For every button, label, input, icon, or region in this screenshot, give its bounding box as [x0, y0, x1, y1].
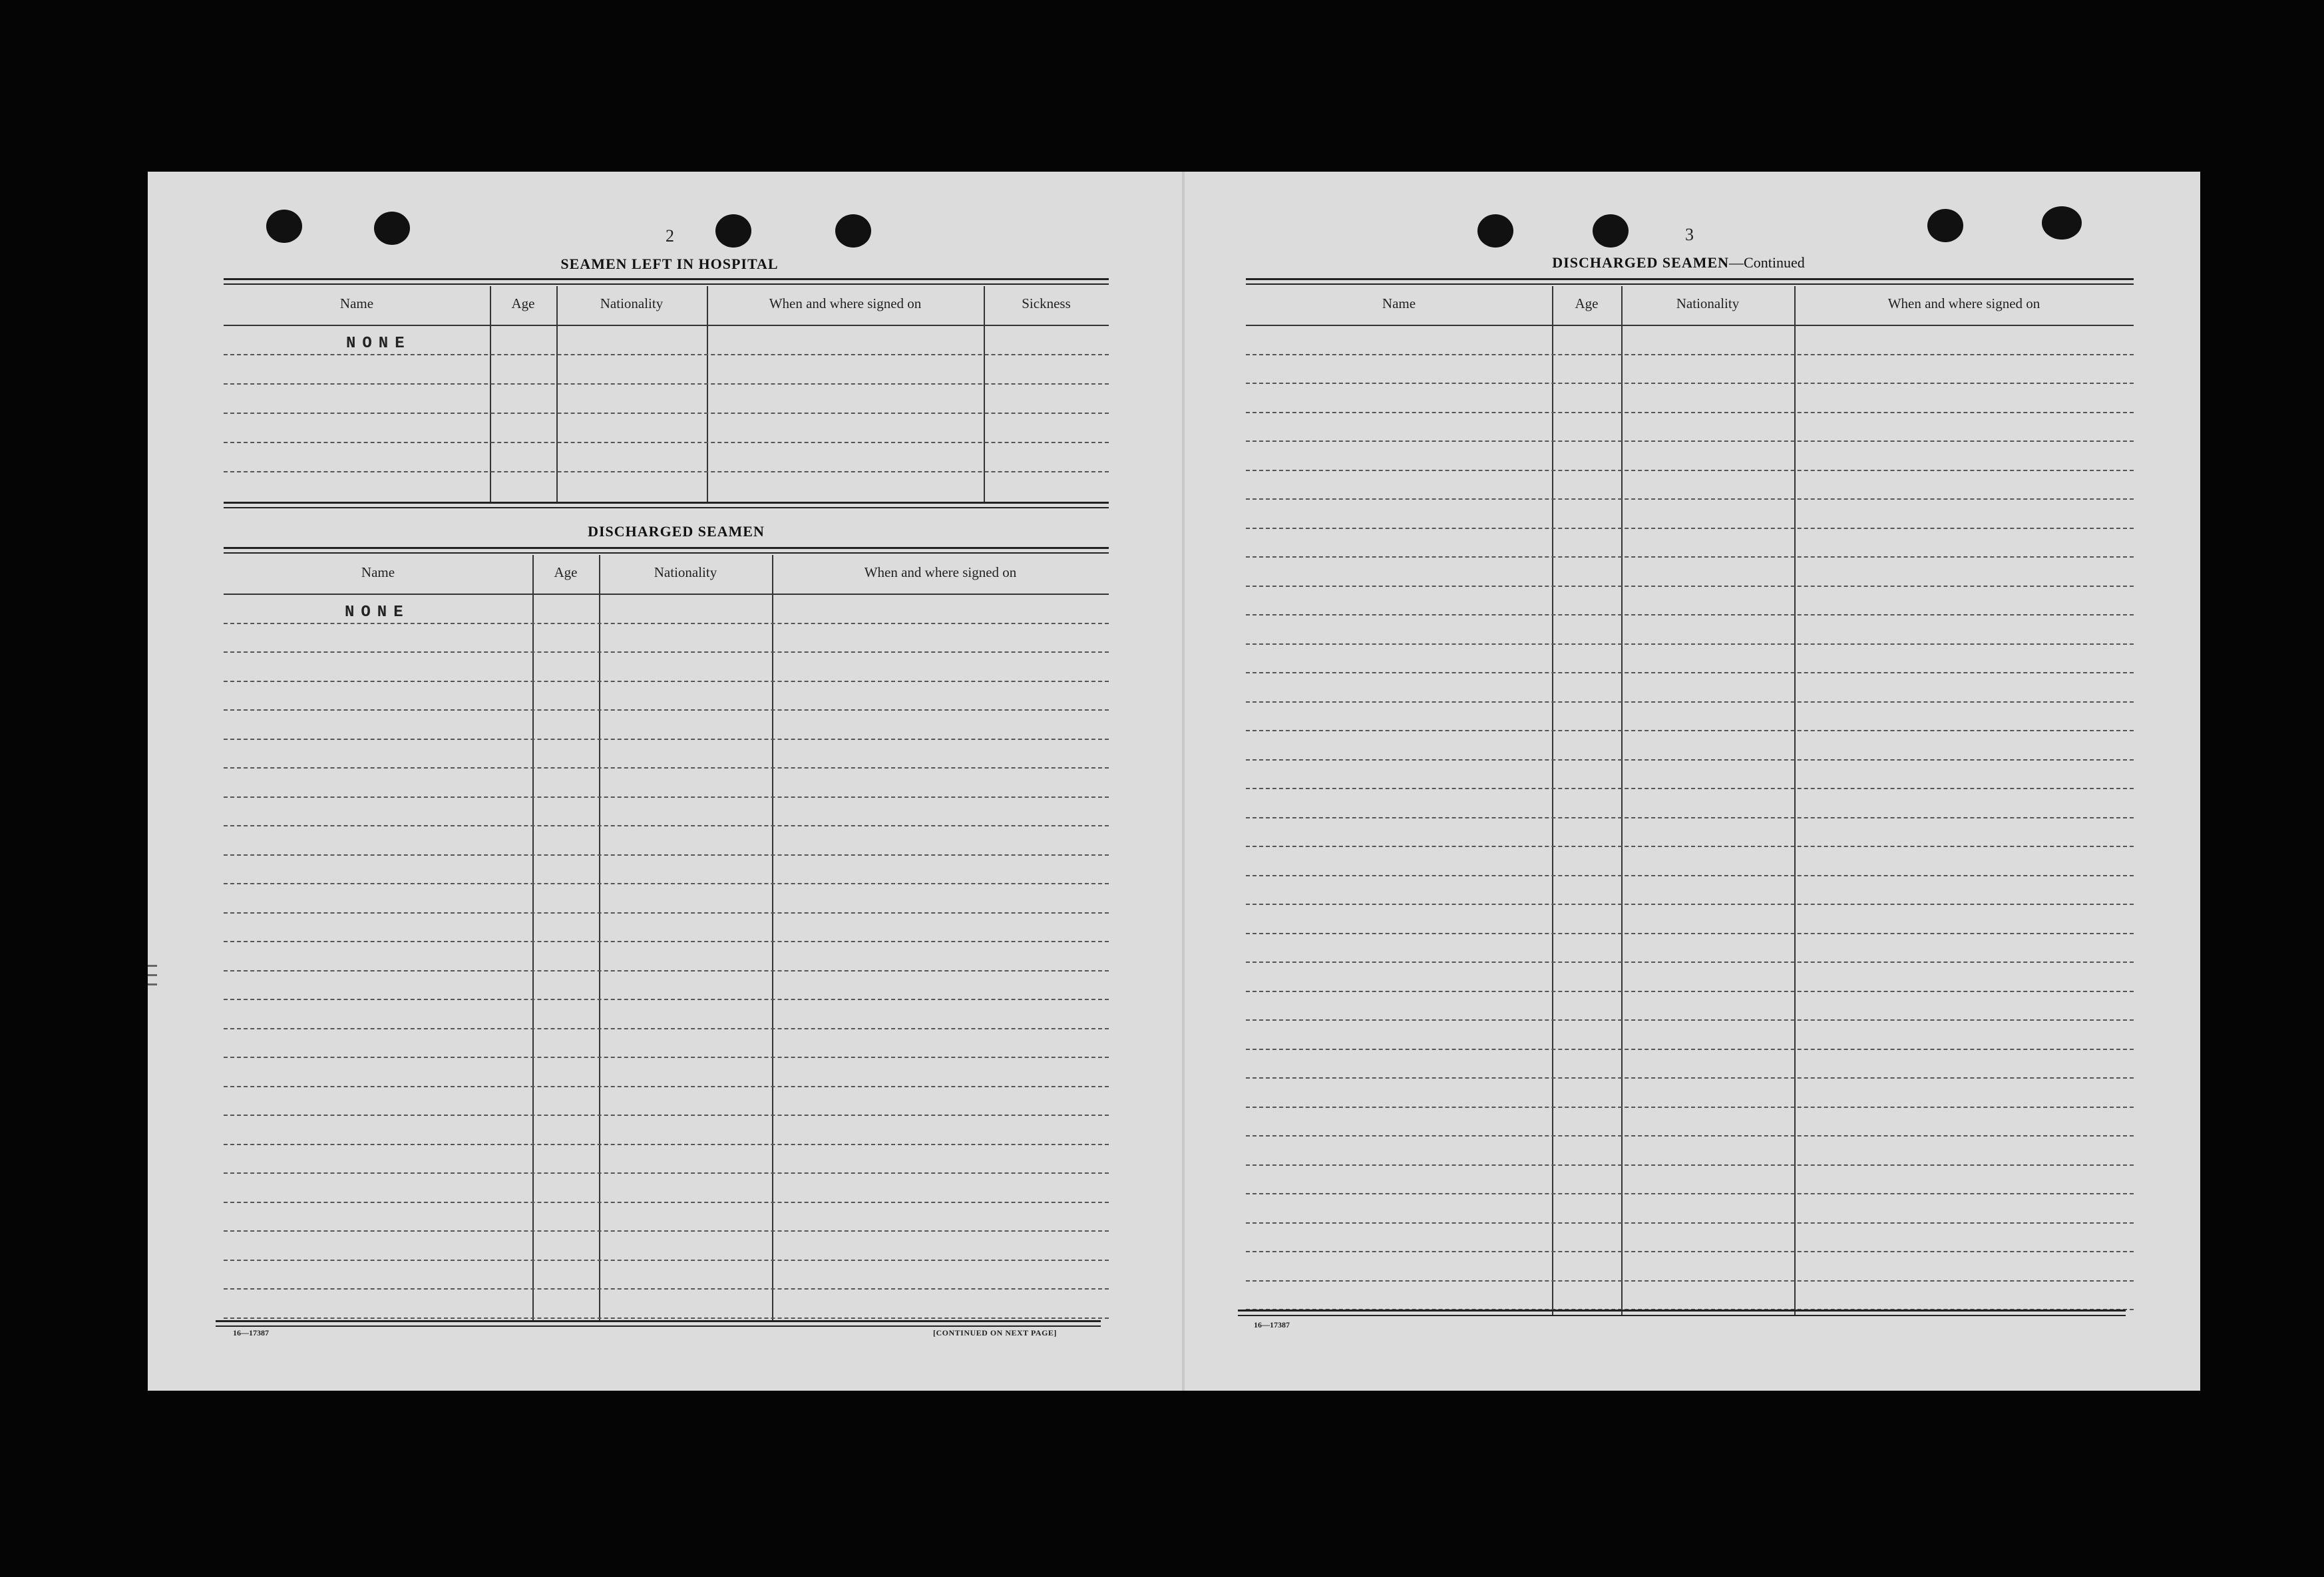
- section-rule: [1238, 1315, 2126, 1316]
- row-rule: [224, 767, 1109, 769]
- header-divider: [224, 594, 1109, 595]
- row-rule: [224, 471, 1109, 472]
- row-rule: [1246, 875, 2134, 876]
- row-rule: [224, 651, 1109, 653]
- margin-mark: [148, 983, 157, 985]
- column-header-signed-on: When and where signed on: [769, 295, 922, 311]
- row-rule: [1246, 1135, 2134, 1137]
- row-rule: [1246, 440, 2134, 442]
- row-rule: [224, 623, 1109, 624]
- row-rule: [1246, 904, 2134, 905]
- section-rule: [224, 547, 1109, 549]
- row-rule: [224, 681, 1109, 682]
- hospital-title-text: SEAMEN LEFT IN HOSPITAL: [560, 256, 779, 272]
- form-code: 16—17387: [1254, 1320, 1290, 1329]
- column-header-signed-on: When and where signed on: [1887, 295, 2040, 311]
- column-header-sickness: Sickness: [1022, 295, 1071, 311]
- column-header-age: Age: [554, 564, 578, 580]
- section-rule: [216, 1325, 1101, 1327]
- row-rule: [1246, 1077, 2134, 1079]
- row-rule: [1246, 933, 2134, 934]
- row-rule: [224, 1086, 1109, 1087]
- section-rule: [224, 502, 1109, 504]
- column-divider: [707, 286, 708, 502]
- row-rule: [224, 1028, 1109, 1029]
- section-rule: [224, 278, 1109, 280]
- row-rule: [1246, 1193, 2134, 1194]
- row-rule: [224, 970, 1109, 971]
- row-rule: [224, 1317, 1109, 1319]
- row-rule: [1246, 846, 2134, 847]
- row-rule: [224, 1230, 1109, 1232]
- row-rule: [224, 1260, 1109, 1261]
- punch-hole: [1477, 214, 1513, 248]
- punch-hole: [1927, 209, 1963, 242]
- row-rule: [224, 1144, 1109, 1145]
- row-rule: [224, 796, 1109, 798]
- row-rule: [224, 883, 1109, 884]
- row-rule: [224, 442, 1109, 443]
- row-rule: [224, 709, 1109, 711]
- row-rule: [224, 1172, 1109, 1174]
- discharged-continued-table: [1246, 286, 2134, 1315]
- row-rule: [1246, 991, 2134, 992]
- row-rule: [1246, 470, 2134, 471]
- page-fold: [1182, 172, 1185, 1391]
- discharged-table: [224, 555, 1109, 1320]
- section-rule: [224, 552, 1109, 554]
- column-header-nationality: Nationality: [1676, 295, 1740, 311]
- row-rule: [1246, 672, 2134, 673]
- punch-hole: [1593, 214, 1629, 248]
- punch-hole: [374, 212, 410, 245]
- column-header-nationality: Nationality: [600, 295, 664, 311]
- row-rule: [1246, 614, 2134, 615]
- column-header-name: Name: [339, 295, 374, 311]
- row-rule: [1246, 730, 2134, 731]
- row-rule: [1246, 788, 2134, 789]
- row-rule: [224, 739, 1109, 740]
- punch-hole: [2042, 206, 2082, 240]
- row-rule: [1246, 556, 2134, 558]
- row-rule: [1246, 498, 2134, 500]
- row-rule: [224, 999, 1109, 1000]
- row-rule: [224, 1115, 1109, 1116]
- row-rule: [224, 383, 1109, 385]
- discharged-entry-none: NONE: [345, 604, 410, 621]
- row-rule: [1246, 1019, 2134, 1021]
- section-title-discharged-continued: [1246, 254, 2111, 271]
- row-rule: [224, 854, 1109, 856]
- punch-hole: [835, 214, 871, 248]
- margin-mark: [148, 974, 157, 976]
- punch-hole: [266, 210, 302, 243]
- row-rule: [224, 413, 1109, 414]
- column-header-nationality: Nationality: [654, 564, 717, 580]
- section-rule: [224, 283, 1109, 285]
- row-rule: [1246, 1164, 2134, 1166]
- row-rule: [1246, 412, 2134, 413]
- column-divider: [772, 555, 773, 1320]
- hospital-table: [224, 286, 1109, 502]
- header-divider: [224, 325, 1109, 326]
- row-rule: [224, 941, 1109, 942]
- form-code: 16—17387: [233, 1328, 269, 1337]
- row-rule: [1246, 528, 2134, 529]
- hospital-entry-none: NONE: [346, 335, 411, 353]
- section-rule: [1238, 1310, 2126, 1312]
- header-divider: [1246, 325, 2134, 326]
- continued-note: [CONTINUED ON NEXT PAGE]: [933, 1328, 1057, 1337]
- section-title-hospital: [224, 256, 1115, 273]
- row-rule: [224, 912, 1109, 914]
- row-rule: [1246, 1251, 2134, 1252]
- row-rule: [1246, 701, 2134, 703]
- margin-mark: [148, 965, 157, 967]
- row-rule: [224, 1288, 1109, 1290]
- row-rule: [1246, 354, 2134, 355]
- row-rule: [1246, 1049, 2134, 1050]
- row-rule: [1246, 586, 2134, 587]
- column-header-age: Age: [1575, 295, 1599, 311]
- row-rule: [224, 1057, 1109, 1058]
- column-header-name: Name: [361, 564, 395, 580]
- section-rule: [1246, 278, 2134, 280]
- row-rule: [224, 1202, 1109, 1203]
- row-rule: [1246, 1222, 2134, 1224]
- section-rule: [216, 1320, 1101, 1322]
- section-rule: [224, 507, 1109, 508]
- row-rule: [1246, 817, 2134, 818]
- column-header-age: Age: [511, 295, 535, 311]
- column-header-name: Name: [1382, 295, 1416, 311]
- row-rule: [1246, 383, 2134, 384]
- column-divider: [599, 555, 600, 1320]
- column-divider: [490, 286, 491, 502]
- continued-suffix: —Continued: [1729, 254, 1805, 271]
- column-header-signed-on: When and where signed on: [864, 564, 1017, 580]
- row-rule: [1246, 1280, 2134, 1282]
- row-rule: [224, 825, 1109, 826]
- column-divider: [984, 286, 985, 502]
- row-rule: [224, 354, 1109, 355]
- column-divider: [556, 286, 558, 502]
- discharged-title-text: DISCHARGED SEAMEN: [588, 523, 765, 540]
- page-number: 3: [1685, 225, 1694, 244]
- column-divider: [532, 555, 534, 1320]
- row-rule: [1246, 643, 2134, 645]
- row-rule: [1246, 962, 2134, 963]
- discharged-continued-title-text: DISCHARGED SEAMEN: [1552, 254, 1730, 271]
- page-number: 2: [666, 226, 674, 246]
- row-rule: [1246, 759, 2134, 761]
- section-title-discharged: [224, 523, 1129, 540]
- section-rule: [1246, 283, 2134, 285]
- row-rule: [1246, 1107, 2134, 1108]
- punch-hole: [715, 214, 751, 248]
